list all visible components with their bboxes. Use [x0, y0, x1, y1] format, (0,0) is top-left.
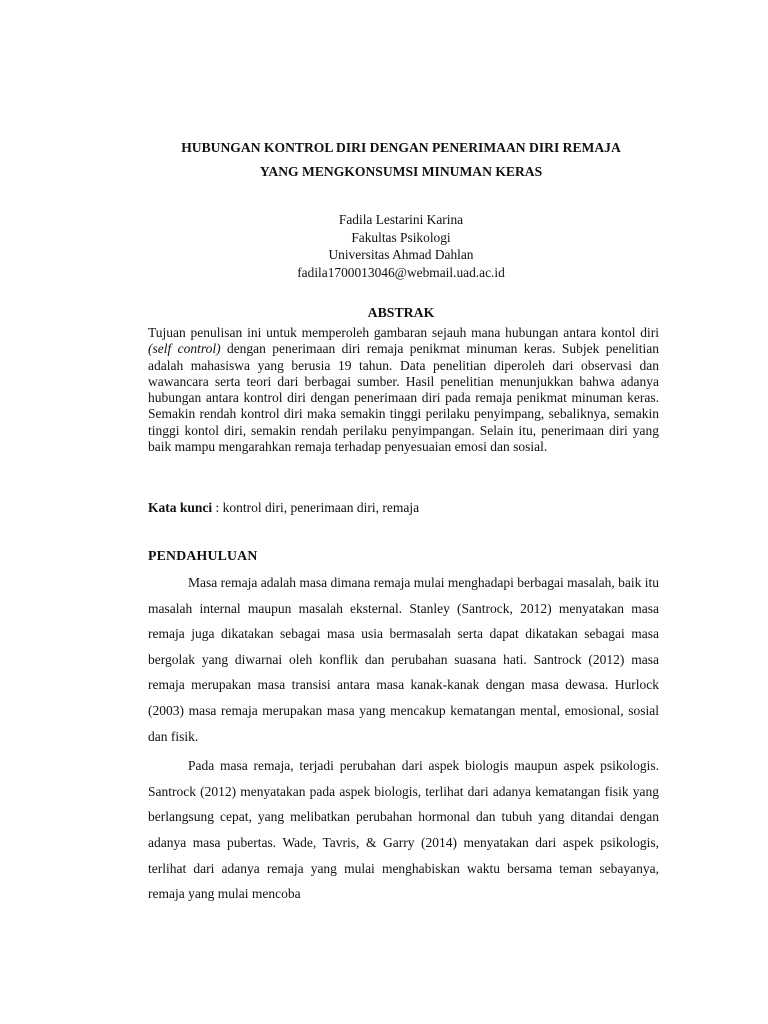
paper-title: [100, 136, 702, 184]
author-email: fadila1700013046@webmail.uad.ac.id: [297, 264, 505, 280]
author-faculty: Fakultas Psikologi: [351, 229, 451, 245]
section-heading-pendahuluan: PENDAHULUAN: [148, 548, 258, 563]
abstract-text: [148, 325, 659, 455]
abstract-italic-term: (self control): [148, 341, 221, 357]
keywords: [148, 499, 659, 517]
keywords-list: : kontrol diri, penerimaan diri, remaja: [212, 500, 420, 515]
paragraph: Pada masa remaja, terjadi perubahan dari aspek biologis maupun aspek psikologis. Santrock (2012) menyatakan pada aspek biologis, terlihat dari adanya kematangan fisik yang berlangsung cepat, yang melibatkan perubahan hormonal dan tubuh yang ditandai dengan adanya masa pubertas. Wade, Tavris, & Garry (2014) menyatakan dari aspek psikologis, terlihat dari adanya remaja yang mulai menghabiskan waktu bersama teman sebayanya, remaja yang mulai mencoba: [148, 758, 659, 902]
paragraph: Masa remaja adalah masa dimana remaja mulai menghadapi berbagai masalah, baik itu masalah internal maupun masalah eksternal. Stanley (Santrock, 2012) menyatakan masa remaja juga dikatakan sebagai masa usia bermasalah serta dapat dikatakan sebagai masa bergolak yang diwarnai oleh konflik dan perubahan suasana hati. Santrock (2012) masa remaja merupakan masa transisi antara masa kanak-kanak dengan masa dewasa. Hurlock (2003) masa remaja merupakan masa yang mencakup kematangan mental, emosional, sosial dan fisik.: [148, 575, 659, 744]
author-name: Fadila Lestarini Karina: [338, 212, 464, 227]
abstract-text-part-1: Tujuan penulisan ini untuk memperoleh gambaran sejauh mana hubungan antara kontol diri: [148, 325, 659, 340]
author-university: Universitas Ahmad Dahlan: [328, 247, 474, 262]
introduction-body: [148, 570, 659, 907]
author-block: [150, 211, 652, 281]
abstract-text-part-2: dengan penerimaan diri remaja penikmat minuman keras. Subjek penelitian adalah mahasiswa yang berusia 19 tahun. Data penelitian diperoleh dari observasi dan wawancara serta teori dari berbagai sumber. Hasil penelitian menunjukkan bahwa adanya hubungan antara kontrol diri dengan penerimaan diri pada remaja penikmat minuman keras. Semakin rendah kontrol diri maka semakin tinggi perilaku penyimpang, sebaliknya, semakin tinggi kontol diri, semakin rendah perilaku penyimpangan. Selain itu, penerimaan diri yang baik mampu mengarahkan remaja terhadap penyesuaian emosi dan sosial.: [148, 341, 659, 455]
keywords-label: Kata kunci: [148, 500, 213, 515]
paper-title-line-1: HUBUNGAN KONTROL DIRI DENGAN PENERIMAAN DIRI REMAJA: [181, 140, 621, 155]
abstract-heading: ABSTRAK: [367, 305, 435, 320]
paper-title-line-2: YANG MENGKONSUMSI MINUMAN KERAS: [259, 164, 543, 179]
